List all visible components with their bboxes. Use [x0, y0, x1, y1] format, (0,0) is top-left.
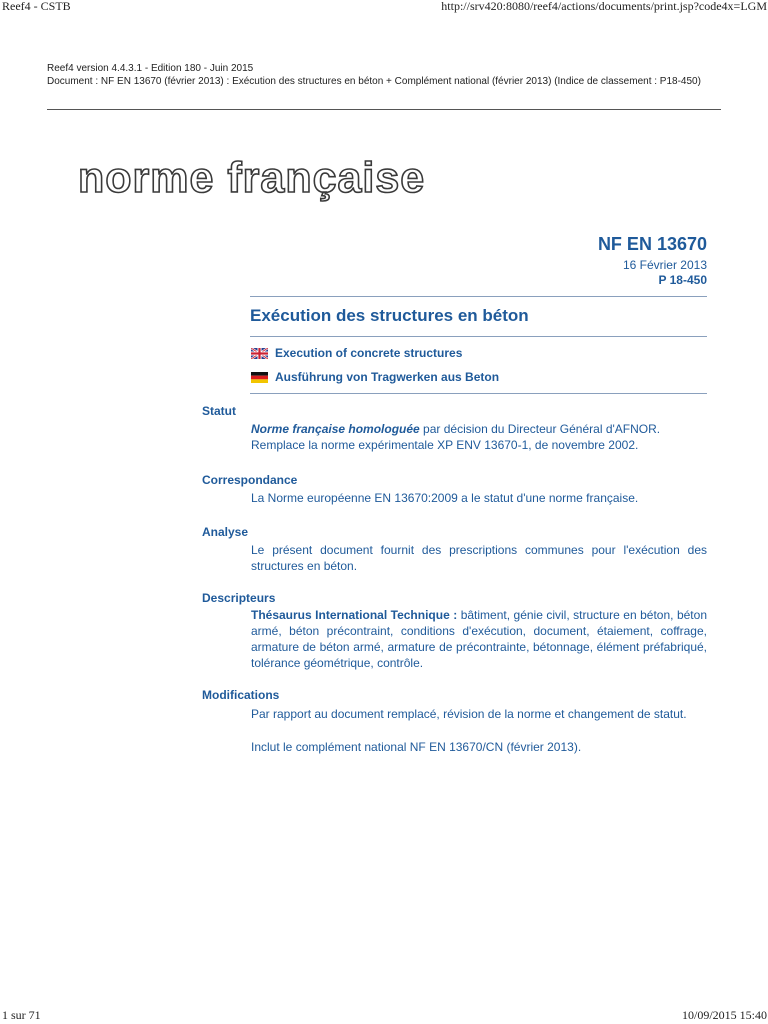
descripteurs-label: Thésaurus International Technique :: [251, 608, 458, 622]
correspondance-text: La Norme européenne EN 13670:2009 a le statut d'une norme française.: [251, 491, 639, 505]
statut-emphasis: Norme française homologuée: [251, 422, 420, 436]
modifications-heading: Modifications: [202, 688, 280, 702]
print-datetime: 10/09/2015 15:40: [681, 1008, 767, 1022]
version-line: Reef4 version 4.4.3.1 - Edition 180 - Juin 2015: [47, 63, 254, 74]
descripteurs-text: bâtiment, génie civil, structure en béton, béton armé, béton précontraint, conditions d'exécution, document, étaiement, coffrage, armature de béton armé, armature de précontrainte, bétonnage, élément préfabriqué, tolérance géométrique, contrôle.: [251, 608, 707, 670]
statut-line2: Remplace la norme expérimentale XP ENV 13670-1, de novembre 2002.: [251, 438, 639, 452]
analyse-text: Le présent document fournit des prescriptions communes pour l'exécution des structures en béton.: [251, 543, 707, 573]
statut-heading: Statut: [202, 404, 236, 418]
browser-url: http://srv420:8080/reef4/actions/documents/print.jsp?code4x=LGM: [441, 0, 767, 13]
title-top-rule: [250, 296, 707, 297]
translation-german-text: Ausführung von Tragwerken aus Beton: [275, 370, 500, 384]
standard-number: NF EN 13670: [597, 234, 707, 254]
modifications-text2: Inclut le complément national NF EN 13670/CN (février 2013).: [251, 740, 582, 754]
document-info: [47, 63, 719, 88]
descripteurs-heading: Descripteurs: [202, 591, 276, 605]
translation-english: [251, 345, 462, 361]
browser-page-title: Reef4 - CSTB: [2, 0, 71, 13]
header-divider: [47, 109, 721, 110]
title-bottom-rule: [250, 336, 707, 337]
descripteurs-body: [251, 607, 707, 671]
translation-english-text: Execution of concrete structures: [275, 346, 463, 360]
page-counter: 1 sur 71: [2, 1008, 41, 1022]
document-title: Exécution des structures en béton: [250, 306, 529, 325]
statut-line1-rest: par décision du Directeur Général d'AFNOR.: [419, 422, 661, 436]
classification-index: P 18-450: [658, 273, 707, 287]
uk-flag-icon: [251, 348, 268, 359]
standard-date: 16 Février 2013: [622, 258, 707, 272]
translations-bottom-rule: [250, 393, 707, 394]
statut-body: [251, 421, 707, 453]
translation-german: [251, 369, 499, 385]
analyse-heading: Analyse: [202, 525, 249, 539]
modifications-text1: Par rapport au document remplacé, révision de la norme et changement de statut.: [251, 707, 687, 721]
norme-francaise-logo: norme française: [78, 154, 426, 202]
germany-flag-icon: [251, 372, 268, 383]
correspondance-heading: Correspondance: [202, 473, 298, 487]
document-line: Document : NF EN 13670 (février 2013) : Exécution des structures en béton + Complément national (février 2013) (Indice de classement : P18-450): [47, 75, 701, 87]
